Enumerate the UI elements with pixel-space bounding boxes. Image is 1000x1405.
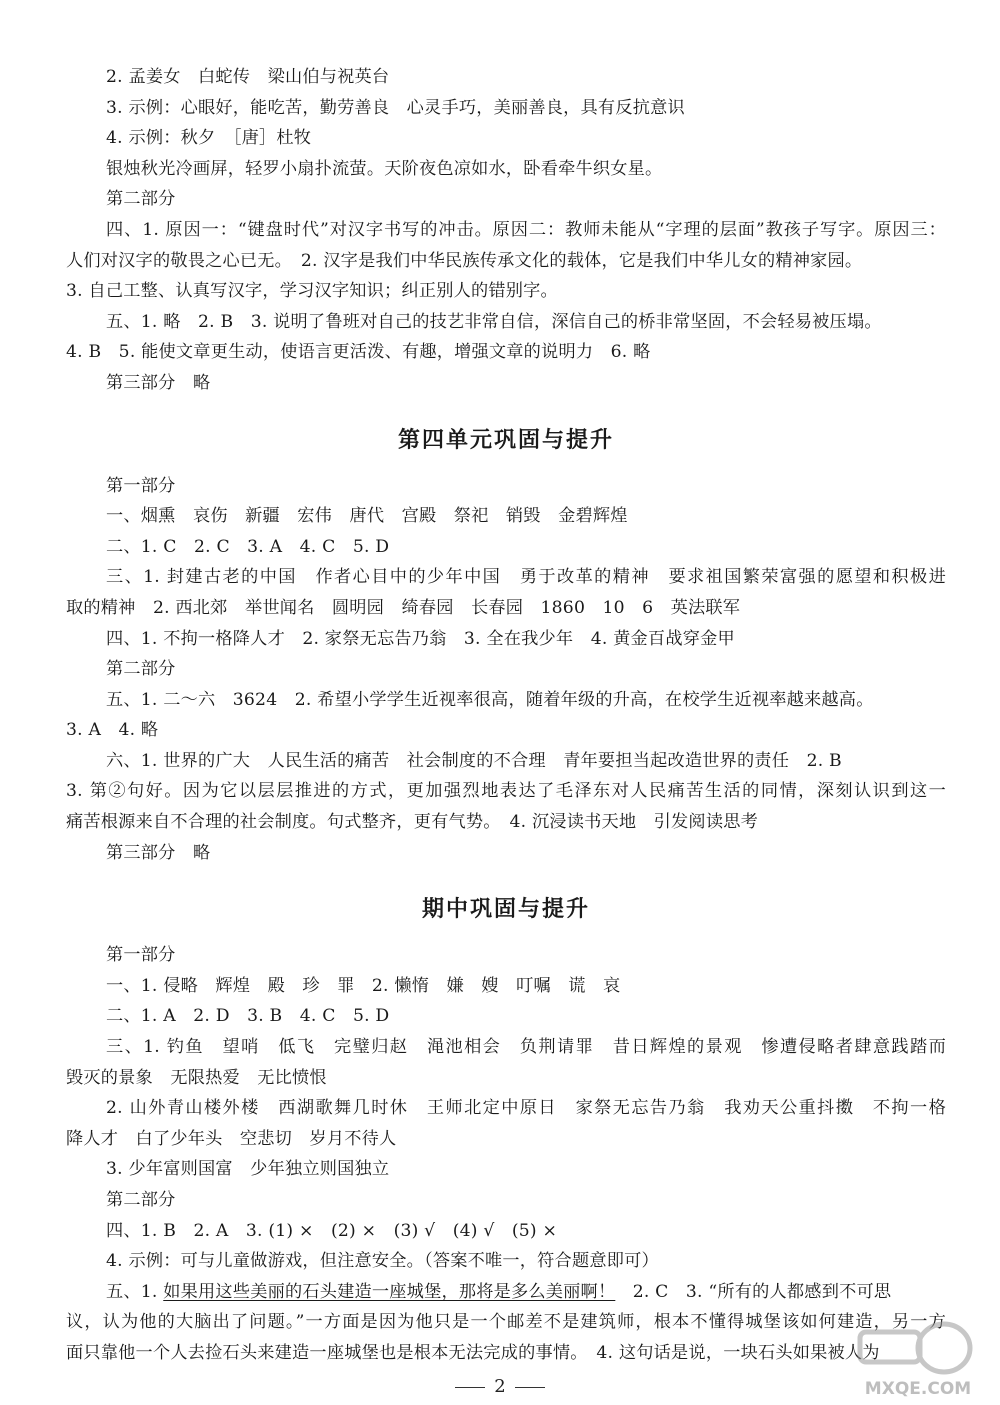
answer-page <box>66 62 946 1369</box>
answer-line: 二、1. C 2. C 3. A 4. C 5. D <box>106 536 390 557</box>
answer-line: 4. 示例：秋夕 ［唐］杜牧 <box>106 128 312 149</box>
answer-line: 降人才 白了少年头 空悲切 岁月不待人 <box>66 1128 397 1149</box>
answer-line: 4. B 5. 能使文章更生动，使语言更活泼、有趣，增强文章的说明力 6. 略 <box>66 342 651 363</box>
answer-line: 议，认为他的大脑出了问题。”一方面是因为他只是一个邮差不是建筑师，根本不懂得城堡该如何建造，另一方 <box>66 1312 946 1333</box>
underlined-answer: 如果用这些美丽的石头建造一座城堡，那将是多么美丽啊！ <box>163 1281 616 1302</box>
answer-line: 毁灭的景象 无限热爱 无比愤恨 <box>66 1067 327 1088</box>
answer-line: 四、1. 不拘一格降人才 2. 家祭无忘告乃翁 3. 全在我少年 4. 黄金百战穿金甲 <box>106 628 735 649</box>
answer-line: 四、1. B 2. A 3. (1) × (2) × (3) √ (4) √ (5) × <box>106 1220 558 1241</box>
answer-line: 3. 自己工整、认真写汉字，学习汉字知识；纠正别人的错别字。 <box>66 281 558 302</box>
answer-line: 3. 少年富则国富 少年独立则国独立 <box>106 1159 390 1180</box>
answer-line: 4. 示例：可与儿童做游戏，但注意安全。（答案不唯一，符合题意即可） <box>106 1251 659 1272</box>
poem-line: 银烛秋光冷画屏，轻罗小扇扑流萤。天阶夜色凉如水，卧看牵牛织女星。 <box>106 158 663 179</box>
answer-line: 五、1. 二～六 3624 2. 希望小学学生近视率很高，随着年级的升高，在校学生近视率越来越高。 <box>106 689 874 710</box>
part-heading: 第一部分 <box>106 475 176 496</box>
footer-dash-right <box>515 1387 545 1388</box>
watermark-text: MXQE.COM <box>864 1379 972 1399</box>
answer-line: 2. 山外青山楼外楼 西湖歌舞几时休 王师北定中原日 家祭无忘告乃翁 我劝天公重抖擞 不拘一格 <box>106 1098 946 1119</box>
answer-line: 2. 孟姜女 白蛇传 梁山伯与祝英台 <box>106 67 390 87</box>
part-heading: 第二部分 <box>106 1190 176 1210</box>
part-heading: 第一部分 <box>106 945 176 966</box>
answer-line: 五、1. 略 2. B 3. 说明了鲁班对自己的技艺非常自信，深信自己的桥非常坚固，不会轻易被压塌。 <box>106 311 882 332</box>
answer-line: 三、1. 钓鱼 望哨 低飞 完璧归赵 渑池相会 负荆请罪 昔日辉煌的景观 惨遭侵略者肆意践踏而 <box>106 1037 946 1058</box>
answer-line: 面只靠他一个人去捡石头来建造一座城堡也是根本无法完成的事情。 4. 这句话是说，一块石头如果被人为 <box>66 1342 880 1363</box>
answer-prefix: 五、1. <box>106 1281 164 1302</box>
watermark-logo <box>848 1318 988 1400</box>
answer-line: 二、1. A 2. D 3. B 4. C 5. D <box>106 1006 390 1027</box>
answer-line <box>66 1277 946 1308</box>
answer-line: 痛苦根源来自不合理的社会制度。句式整齐，更有气势。 4. 沉浸读书天地 引发阅读思考 <box>66 812 758 833</box>
part-heading: 第二部分 <box>106 189 176 210</box>
page-number: 2 <box>494 1376 506 1397</box>
answer-line: 三、1. 封建古老的中国 作者心目中的少年中国 勇于改革的精神 要求祖国繁荣富强的愿望和积极进 <box>106 567 946 588</box>
watermark-icon <box>848 1318 988 1400</box>
part-heading: 第三部分 略 <box>106 842 211 863</box>
answer-line: 一、1. 侵略 辉煌 殿 珍 罪 2. 懒惰 嫌 嫂 叮嘱 谎 哀 <box>106 975 621 996</box>
answer-line: 3. 示例：心眼好，能吃苦，勤劳善良 心灵手巧，美丽善良，具有反抗意识 <box>106 97 685 118</box>
answer-suffix: 2. C 3. “所有的人都感到不可思 <box>615 1281 892 1302</box>
part-heading: 第二部分 <box>106 659 176 680</box>
section-title: 第四单元巩固与提升 <box>397 427 614 453</box>
answer-line: 人们对汉字的敬畏之心已无。 2. 汉字是我们中华民族传承文化的载体，它是我们中华儿女的精神家园。 <box>66 250 863 271</box>
answer-line: 3. A 4. 略 <box>66 720 159 741</box>
answer-line: 取的精神 2. 西北郊 举世闻名 圆明园 绮春园 长春园 1860 10 6 英法联军 <box>66 597 741 618</box>
part-heading: 第三部分 略 <box>106 372 211 393</box>
footer-dash-left <box>455 1387 485 1388</box>
answer-line: 3. 第②句好。因为它以层层推进的方式，更加强烈地表达了毛泽东对人民痛苦生活的同情，深刻认识到这一 <box>66 781 946 802</box>
answer-line: 四、1. 原因一：“键盘时代”对汉字书写的冲击。原因二：教师未能从“字理的层面”教孩子写字。原因三： <box>106 219 946 240</box>
section-title: 期中巩固与提升 <box>421 897 590 923</box>
answer-line: 一、烟熏 哀伤 新疆 宏伟 唐代 宫殿 祭祀 销毁 金碧辉煌 <box>106 506 628 527</box>
answer-line: 六、1. 世界的广大 人民生活的痛苦 社会制度的不合理 青年要担当起改造世界的责任 2. B <box>106 750 842 771</box>
